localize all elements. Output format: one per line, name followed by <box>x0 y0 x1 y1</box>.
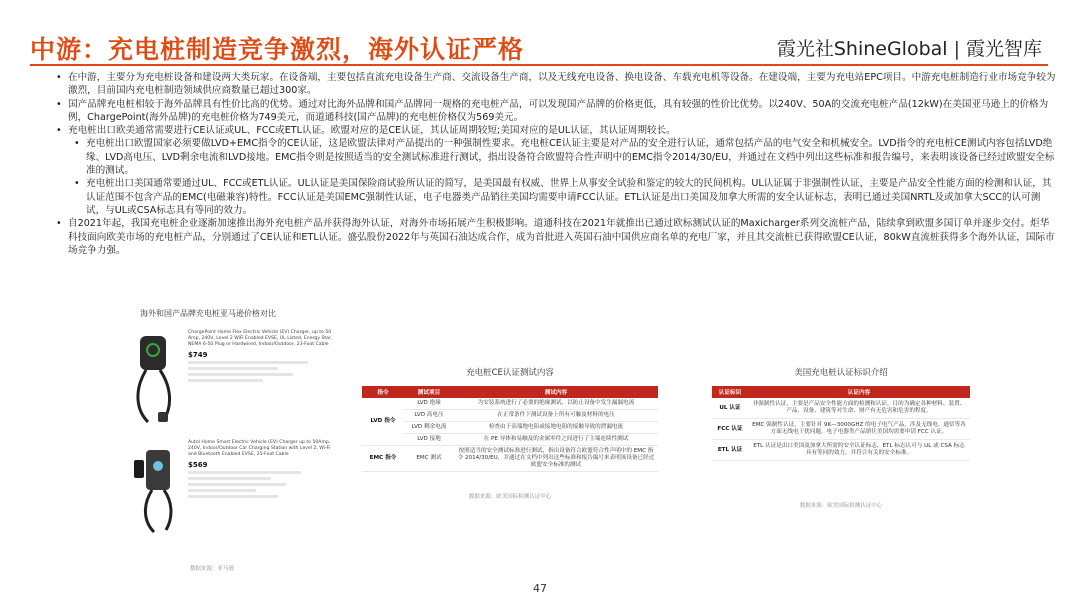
charger-product-image <box>128 440 180 536</box>
product-details-placeholder <box>188 361 338 382</box>
table-cell-content: 按照适当的安全测试标准进行测试，指出设备符合欧盟符合性声明中的 EMC 指令 2014/30/EU，并通过在文档中列出这些标准和报告编号来表明该设备已经过欧盟安全标准的测试 <box>454 446 658 472</box>
table-cell-mark: UL 认证 <box>712 398 748 419</box>
table-row <box>712 440 970 461</box>
table-cell-content: 非强制性认证，主要是产品安全性能方面的检测和认证，目的为确定各种材料、装置、产品、设备、建筑等对生命、财产有无危害和危害的程度。 <box>748 398 970 419</box>
product-description <box>188 330 338 385</box>
figure-caption: 充电桩CE认证测试内容 <box>466 368 554 378</box>
table-cell-content: 在 PE 导体和易触及的金属零件之间进行了主端连续性测试 <box>454 434 658 446</box>
price-comparison-figure <box>118 308 338 578</box>
figure-source: 数据来源：亚马逊 <box>190 566 235 572</box>
table-cell-directive: LVD 指令 <box>362 398 404 446</box>
column-header: 认证标识 <box>712 386 748 398</box>
table-cell-mark: ETL 认证 <box>712 440 748 461</box>
us-cert-figure <box>712 366 970 509</box>
table-cell-content: EMC 强制性认证，主要针对 9K—3000GHZ 的电子电气产品，涉及无线电、通信等各方面无线电干扰问题，电子电器类产品销往美国均需要申请 FCC 认证。 <box>748 419 970 440</box>
column-header: 指令 <box>362 386 404 398</box>
table-cell-content: ETL 认证是出口美国及加拿大所需的安全认证标志，ETL 标志认可与 UL 或 CSA 标志具有等同的效力，并符合有关的安全标准。 <box>748 440 970 461</box>
product-price: $749 <box>188 351 208 359</box>
table-cell-mark: FCC 认证 <box>712 419 748 440</box>
product-details-placeholder <box>188 471 338 498</box>
table-cell-directive: EMC 指令 <box>362 446 404 472</box>
product-card-autel <box>128 436 343 566</box>
bullet-list <box>56 71 1056 257</box>
table-row <box>362 446 658 472</box>
table-cell-item: LVD 绝缘 <box>404 398 454 410</box>
bullet-item: • 国产品牌充电桩相较于海外品牌具有性价比高的优势。通过对比海外品牌和国产品牌同一规格的充电桩产品，可以发现国产品牌的价格更低，具有较强的性价比优势。以240V、50A的交流充电桩产品(12kW)在美国亚马逊上的价格为例，ChargePoint(海外品牌)的充电桩价格为749美元，而道通科技(国产品牌)的充电桩价格仅为569美元。 <box>56 98 1056 125</box>
table-header-row <box>712 386 970 398</box>
table-cell-item: LVD 剩余电流 <box>404 422 454 434</box>
table-row <box>712 398 970 419</box>
product-price: $569 <box>188 461 208 469</box>
product-title: Autel Home Smart Electric Vehicle (EV) Charger up to 50Amp, 240V, Indoor/Outdoor Car Charging Station with Level 2, Wi-Fi and Bluetooth Enabled EVSE, 25-Foot Cable <box>188 440 331 457</box>
brand-shineglobal: 霞光社ShineGlobal <box>776 38 948 60</box>
table-cell-content: 在正常条件下测试设备上所有可触及材料的电压 <box>454 410 658 422</box>
product-card-chargepoint <box>128 326 343 444</box>
slide-title: 中游：充电桩制造竞争激烈，海外认证严格 <box>30 35 525 64</box>
brand-think-tank: 霞光智库 <box>965 38 1042 60</box>
table-row <box>362 410 658 422</box>
table-cell-item: LVD 高电压 <box>404 410 454 422</box>
table-header-row <box>362 386 658 398</box>
table-row <box>362 434 658 446</box>
column-header: 测试内容 <box>454 386 658 398</box>
table-row <box>362 422 658 434</box>
figure-source: 数据来源：欧美国际检测认证中心 <box>799 503 883 509</box>
table-row <box>362 398 658 410</box>
sub-bullet-item: • 充电桩出口欧盟国家必须要做LVD+EMC指令的CE认证，这是欧盟法律对产品提出的一种强制性要求。充电桩CE认证主要是对产品的安全进行认证，通常包括产品的电气安全和机械安全。LVD指令的充电桩CE测试内容包括LVD绝缘、LVD高电压、LVD剩余电流和LVD接地。EMC指令则是按照适当的安全测试标准进行测试，指出设备符合欧盟符合性声明中的EMC指令2014/30/EU，并通过在文档中列出这些标准和报告编号，来表明该设备已经过欧盟安全标准的测试。 <box>56 137 1056 177</box>
bullet-item: • 充电桩出口欧美通常需要进行CE认证或UL、FCC或ETL认证。欧盟对应的是CE认证，其认证周期较短;美国对应的是UL认证，其认证周期较长。 <box>56 124 1056 137</box>
ce-test-table <box>362 386 658 472</box>
page-number: 47 <box>533 582 547 595</box>
title-divider <box>30 64 1048 66</box>
table-cell-content: 检查由于高端地电阻或接地电阻的接触导致的泄漏电流 <box>454 422 658 434</box>
brand-logo <box>777 34 1042 61</box>
bullet-item: • 自2021年起，我国充电桩企业逐渐加速推出海外充电桩产品并获得海外认证，对海外市场拓展产生积极影响。道通科技在2021年就推出已通过欧标测试认证的Maxicharger系列交流桩产品，陆续拿到欧盟多国订单并逐步交付。炬华科技面向欧美市场的充电桩产品，分别通过了CE认证和ETL认证。盛弘股份2022年与英国石油达成合作，成为首批进入英国石油中国供应商名单的充电厂家，并且其交流桩已获得欧盟CE认证，80kW直流桩获得多个海外认证，国际市场竞争力强。 <box>56 217 1056 257</box>
figure-caption: 海外和国产品牌充电桩亚马逊价格对比 <box>140 309 276 318</box>
table-cell-item: LVD 接地 <box>404 434 454 446</box>
product-description <box>188 440 338 501</box>
brand-separator: | <box>953 38 960 60</box>
table-cell-item: EMC 测试 <box>404 446 454 472</box>
column-header: 测试项目 <box>404 386 454 398</box>
ce-test-figure <box>362 366 658 500</box>
figure-caption: 美国充电桩认证标识介绍 <box>794 368 888 378</box>
figure-source: 数据来源：欧美国际检测认证中心 <box>468 494 552 500</box>
sub-bullet-item: • 充电桩出口美国通常要通过UL、FCC或ETL认证。UL认证是美国保险商试验所认证的简写，是美国最有权威、世界上从事安全试验和鉴定的较大的民间机构。UL认证属于非强制性认证，主要是产品安全性能方面的检测和认证，其认证范围不包含产品的EMC(电磁兼容)特性。FCC认证是美国EMC强制性认证，电子电器类产品销往美国均需要申请FCC认证。ETL认证是出口美国及加拿大所需的安全认证标志，表明已通过美国NRTL及或加拿大SCC的认可测试，与UL或CSA标志具有等同的效力。 <box>56 177 1056 217</box>
table-cell-content: 为安装系统进行了必要的绝缘测试，以防止设备中发生漏漏电流 <box>454 398 658 410</box>
bullet-item: • 在中游，主要分为充电桩设备和建设两大类玩家。在设备端，主要包括直流充电设备生产商、交流设备生产商，以及无线充电设备、换电设备、车载充电机等设备。在建设端，主要为充电站EPC项目。中游充电桩制造行业市场竞争较为激烈，目前国内充电桩制造领域供应商数量已超过300家。 <box>56 71 1056 98</box>
column-header: 认证内容 <box>748 386 970 398</box>
product-title: ChargePoint Home Flex Electric Vehicle (EV) Charger, up to 50 Amp, 240V, Level 2 WiFi Enabled EVSE, UL Listed, Energy Star, NEMA 6-50 Plug or Hardwired, Indoor/Outdoor, 23-Foot Cable <box>188 330 333 347</box>
us-cert-table <box>712 386 970 461</box>
table-row <box>712 419 970 440</box>
charger-product-image <box>128 330 180 426</box>
